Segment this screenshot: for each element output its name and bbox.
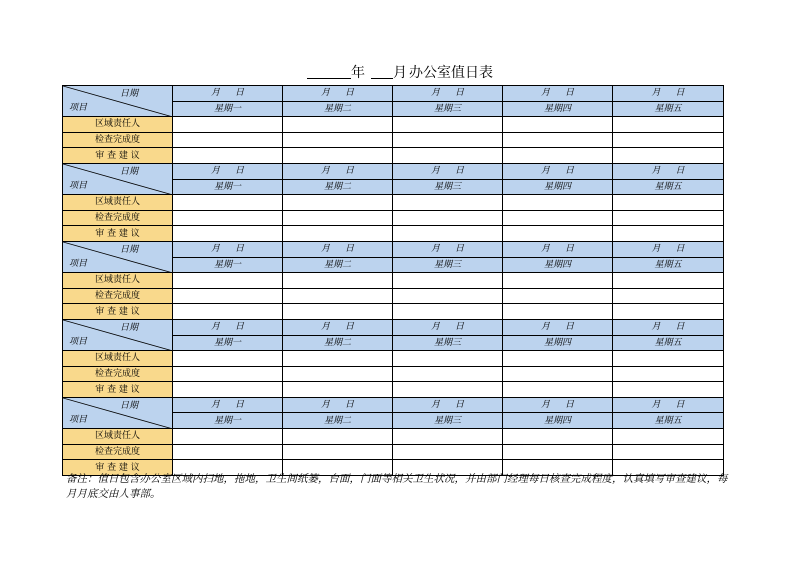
month-char: 月 (210, 244, 220, 255)
month-char: 月 (430, 88, 440, 99)
entry-cell[interactable] (613, 148, 724, 164)
month-day-cell[interactable] (393, 319, 503, 335)
month-day-cell[interactable] (283, 397, 393, 413)
month-char: 月 (430, 322, 440, 333)
entry-cell[interactable] (503, 148, 613, 164)
entry-cell[interactable] (393, 195, 503, 211)
month-day-cell[interactable] (503, 86, 613, 102)
month-char: 月 (540, 166, 550, 177)
month-char: 月 (430, 166, 440, 177)
diag-date-label: 日期 (119, 89, 138, 99)
entry-cell[interactable] (393, 444, 503, 460)
month-day-cell[interactable] (503, 319, 613, 335)
diag-item-label: 项目 (69, 259, 88, 270)
row-label: 区域责任人 (63, 429, 173, 445)
row-label: 审 查 建 议 (63, 460, 173, 476)
entry-cell[interactable] (283, 304, 393, 320)
month-char: 月 (540, 322, 550, 333)
entry-cell[interactable] (503, 226, 613, 242)
day-char: 日 (675, 88, 685, 99)
entry-cell[interactable] (393, 288, 503, 304)
weekday-cell: 星期四 (503, 413, 613, 429)
day-char: 日 (344, 400, 354, 411)
month-day-cell[interactable] (613, 319, 724, 335)
entry-cell[interactable] (173, 366, 283, 382)
month-day-cell[interactable] (393, 241, 503, 257)
row-label: 区域责任人 (63, 351, 173, 367)
diagonal-header-cell (63, 86, 173, 117)
entry-cell[interactable] (283, 351, 393, 367)
entry-cell[interactable] (503, 429, 613, 445)
entry-cell[interactable] (503, 304, 613, 320)
day-char: 日 (344, 88, 354, 99)
entry-cell[interactable] (613, 444, 724, 460)
weekday-cell: 星期五 (613, 179, 724, 195)
weekday-cell: 星期三 (393, 413, 503, 429)
row-label: 检查完成度 (63, 444, 173, 460)
month-day-cell[interactable] (173, 163, 283, 179)
entry-cell[interactable] (283, 288, 393, 304)
entry-cell[interactable] (613, 382, 724, 398)
weekday-cell: 星期一 (173, 179, 283, 195)
row-label: 检查完成度 (63, 366, 173, 382)
entry-cell[interactable] (283, 210, 393, 226)
entry-cell[interactable] (393, 132, 503, 148)
entry-cell[interactable] (173, 148, 283, 164)
month-char: 月 (651, 166, 661, 177)
month-day-cell[interactable] (393, 86, 503, 102)
weekday-cell: 星期三 (393, 101, 503, 117)
month-char: 月 (430, 400, 440, 411)
title-label: 办公室值日表 (409, 65, 493, 81)
entry-cell[interactable] (393, 148, 503, 164)
day-char: 日 (344, 244, 354, 255)
month-char: 月 (540, 244, 550, 255)
entry-cell[interactable] (613, 351, 724, 367)
entry-cell[interactable] (283, 148, 393, 164)
entry-cell[interactable] (173, 288, 283, 304)
entry-cell[interactable] (283, 132, 393, 148)
weekday-cell: 星期五 (613, 257, 724, 273)
row-label: 审 查 建 议 (63, 304, 173, 320)
day-char: 日 (564, 244, 574, 255)
month-blank (371, 62, 393, 79)
diag-date-label: 日期 (119, 244, 138, 255)
weekday-cell: 星期三 (393, 257, 503, 273)
weekday-cell: 星期二 (283, 257, 393, 273)
day-char: 日 (234, 322, 244, 333)
entry-cell[interactable] (393, 304, 503, 320)
entry-cell[interactable] (613, 429, 724, 445)
entry-cell[interactable] (503, 382, 613, 398)
entry-cell[interactable] (503, 288, 613, 304)
month-day-cell[interactable] (283, 319, 393, 335)
month-char: 月 (210, 88, 220, 99)
entry-cell[interactable] (613, 195, 724, 211)
month-day-cell[interactable] (283, 163, 393, 179)
entry-cell[interactable] (393, 351, 503, 367)
entry-cell[interactable] (393, 429, 503, 445)
month-day-cell[interactable] (503, 397, 613, 413)
day-char: 日 (234, 244, 244, 255)
entry-cell[interactable] (283, 226, 393, 242)
month-char: 月 (320, 88, 330, 99)
duty-row (63, 117, 724, 133)
entry-cell[interactable] (613, 273, 724, 289)
month-day-cell[interactable] (173, 319, 283, 335)
month-char: 月 (540, 88, 550, 99)
entry-cell[interactable] (393, 226, 503, 242)
month-char: 月 (651, 322, 661, 333)
duty-row (63, 351, 724, 367)
entry-cell[interactable] (613, 132, 724, 148)
day-char: 日 (454, 400, 464, 411)
day-char: 日 (234, 400, 244, 411)
row-label: 检查完成度 (63, 210, 173, 226)
entry-cell[interactable] (613, 366, 724, 382)
entry-cell[interactable] (283, 366, 393, 382)
entry-cell[interactable] (503, 273, 613, 289)
duty-row (63, 148, 724, 164)
entry-cell[interactable] (613, 117, 724, 133)
month-char: 月 (210, 400, 220, 411)
day-char: 日 (454, 88, 464, 99)
diag-item-label: 项目 (69, 337, 88, 348)
diagonal-header-cell (63, 397, 173, 428)
entry-cell[interactable] (613, 304, 724, 320)
day-char: 日 (454, 322, 464, 333)
duty-row (63, 304, 724, 320)
day-char: 日 (564, 322, 574, 333)
month-char: 月 (651, 244, 661, 255)
entry-cell[interactable] (173, 351, 283, 367)
entry-cell[interactable] (613, 210, 724, 226)
month-day-cell[interactable] (503, 241, 613, 257)
diagonal-header-cell (63, 319, 173, 350)
entry-cell[interactable] (613, 226, 724, 242)
row-label: 区域责任人 (63, 117, 173, 133)
weekday-cell: 星期四 (503, 179, 613, 195)
entry-cell[interactable] (503, 444, 613, 460)
year-label: 年 (351, 65, 365, 81)
weekday-cell: 星期一 (173, 257, 283, 273)
entry-cell[interactable] (173, 117, 283, 133)
month-day-cell[interactable] (613, 86, 724, 102)
weekday-cell: 星期三 (393, 179, 503, 195)
day-char: 日 (564, 400, 574, 411)
day-char: 日 (454, 244, 464, 255)
weekday-cell: 星期一 (173, 335, 283, 351)
entry-cell[interactable] (503, 351, 613, 367)
month-day-cell[interactable] (613, 163, 724, 179)
date-header-row (63, 163, 724, 179)
weekday-cell: 星期二 (283, 335, 393, 351)
duty-row (63, 429, 724, 445)
row-label: 审 查 建 议 (63, 226, 173, 242)
row-label: 审 查 建 议 (63, 382, 173, 398)
entry-cell[interactable] (173, 132, 283, 148)
month-char: 月 (210, 166, 220, 177)
month-day-cell[interactable] (613, 397, 724, 413)
entry-cell[interactable] (503, 366, 613, 382)
day-char: 日 (675, 322, 685, 333)
duty-row (63, 195, 724, 211)
diag-item-label: 项目 (69, 415, 88, 426)
entry-cell[interactable] (173, 429, 283, 445)
month-day-cell[interactable] (613, 241, 724, 257)
date-header-row (63, 86, 724, 102)
month-day-cell[interactable] (283, 241, 393, 257)
year-blank (307, 62, 351, 79)
diag-date-label: 日期 (119, 400, 138, 411)
month-day-cell[interactable] (393, 397, 503, 413)
weekday-cell: 星期四 (503, 335, 613, 351)
entry-cell[interactable] (393, 382, 503, 398)
remarks-note: 备注：值日包含办公室区域内扫地，拖地，卫生间纸篓，台面，门面等相关卫生状况，并由部门经理每日核查完成程度，认真填写审查建议，每月月底交由人事部。 (66, 473, 728, 500)
month-char: 月 (320, 322, 330, 333)
entry-cell[interactable] (393, 210, 503, 226)
month-char: 月 (651, 400, 661, 411)
entry-cell[interactable] (173, 444, 283, 460)
weekday-cell: 星期二 (283, 413, 393, 429)
weekday-cell: 星期五 (613, 335, 724, 351)
day-char: 日 (564, 166, 574, 177)
entry-cell[interactable] (283, 117, 393, 133)
weekday-cell: 星期五 (613, 101, 724, 117)
entry-cell[interactable] (503, 195, 613, 211)
diag-item-label: 项目 (69, 103, 88, 114)
month-day-cell[interactable] (283, 86, 393, 102)
entry-cell[interactable] (283, 195, 393, 211)
day-char: 日 (675, 166, 685, 177)
diag-date-label: 日期 (119, 166, 138, 177)
duty-row (63, 210, 724, 226)
duty-row (63, 273, 724, 289)
weekday-cell: 星期一 (173, 101, 283, 117)
month-char: 月 (540, 400, 550, 411)
entry-cell[interactable] (173, 304, 283, 320)
entry-cell[interactable] (393, 273, 503, 289)
day-char: 日 (344, 322, 354, 333)
duty-table (62, 85, 724, 476)
day-char: 日 (564, 88, 574, 99)
page-title (0, 62, 800, 84)
entry-cell[interactable] (503, 132, 613, 148)
entry-cell[interactable] (283, 444, 393, 460)
date-header-row (63, 241, 724, 257)
entry-cell[interactable] (393, 117, 503, 133)
entry-cell[interactable] (503, 117, 613, 133)
month-day-cell[interactable] (393, 163, 503, 179)
entry-cell[interactable] (503, 210, 613, 226)
duty-row (63, 444, 724, 460)
date-header-row (63, 397, 724, 413)
month-char: 月 (320, 244, 330, 255)
month-label: 月 (393, 65, 407, 81)
date-header-row (63, 319, 724, 335)
day-char: 日 (234, 166, 244, 177)
weekday-cell: 星期四 (503, 257, 613, 273)
day-char: 日 (675, 400, 685, 411)
month-char: 月 (651, 88, 661, 99)
entry-cell[interactable] (283, 382, 393, 398)
diagonal-header-cell (63, 241, 173, 272)
weekday-cell: 星期五 (613, 413, 724, 429)
entry-cell[interactable] (283, 273, 393, 289)
duty-row (63, 382, 724, 398)
entry-cell[interactable] (283, 429, 393, 445)
duty-row (63, 132, 724, 148)
entry-cell[interactable] (173, 195, 283, 211)
entry-cell[interactable] (173, 226, 283, 242)
weekday-cell: 星期三 (393, 335, 503, 351)
entry-cell[interactable] (613, 288, 724, 304)
entry-cell[interactable] (173, 210, 283, 226)
diag-item-label: 项目 (69, 181, 88, 192)
row-label: 区域责任人 (63, 273, 173, 289)
diag-date-label: 日期 (119, 322, 138, 333)
month-day-cell[interactable] (503, 163, 613, 179)
entry-cell[interactable] (173, 382, 283, 398)
duty-row (63, 366, 724, 382)
row-label: 检查完成度 (63, 288, 173, 304)
month-day-cell[interactable] (173, 397, 283, 413)
weekday-cell: 星期二 (283, 101, 393, 117)
diagonal-header-cell (63, 163, 173, 194)
month-day-cell[interactable] (173, 241, 283, 257)
day-char: 日 (234, 88, 244, 99)
weekday-cell: 星期一 (173, 413, 283, 429)
row-label: 检查完成度 (63, 132, 173, 148)
month-char: 月 (210, 322, 220, 333)
row-label: 审 查 建 议 (63, 148, 173, 164)
month-day-cell[interactable] (173, 86, 283, 102)
weekday-cell: 星期四 (503, 101, 613, 117)
month-char: 月 (320, 166, 330, 177)
duty-row (63, 226, 724, 242)
duty-row (63, 288, 724, 304)
entry-cell[interactable] (173, 273, 283, 289)
month-char: 月 (320, 400, 330, 411)
day-char: 日 (675, 244, 685, 255)
row-label: 区域责任人 (63, 195, 173, 211)
month-char: 月 (430, 244, 440, 255)
day-char: 日 (454, 166, 464, 177)
entry-cell[interactable] (393, 366, 503, 382)
weekday-cell: 星期二 (283, 179, 393, 195)
day-char: 日 (344, 166, 354, 177)
